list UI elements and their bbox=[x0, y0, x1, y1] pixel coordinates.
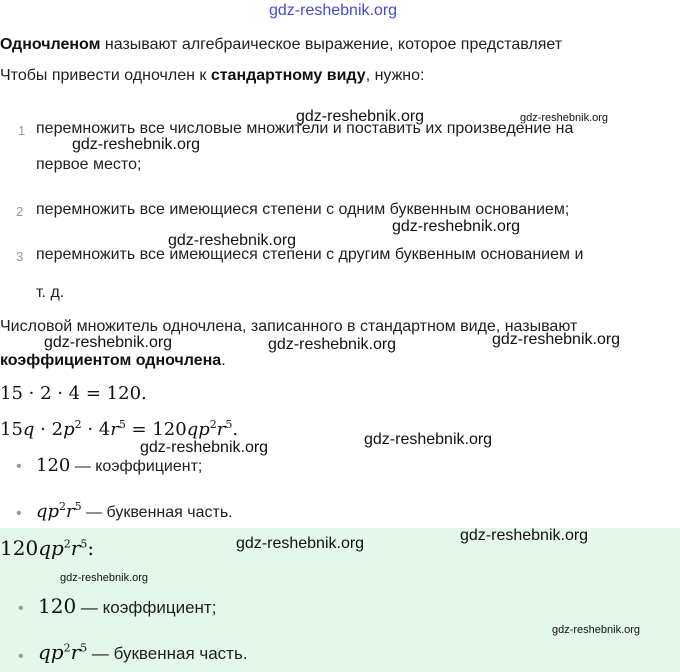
example-monomial: $15q \cdot 2p^2 \cdot 4r^5 = 120qp^2r^5$. bbox=[0, 418, 239, 440]
hl-exp-1: 2 bbox=[63, 537, 71, 551]
watermark: gdz-reshebnik.org bbox=[520, 112, 609, 124]
definition-line bbox=[0, 36, 562, 54]
standard-form-intro bbox=[0, 67, 424, 85]
part-letter-label: — буквенная часть. bbox=[81, 504, 233, 521]
watermark: gdz-reshebnik.org bbox=[140, 439, 269, 456]
ex2-coef-3: 4 bbox=[98, 419, 111, 440]
intro-after: , нужно: bbox=[365, 67, 425, 84]
part-letter-exp-2: 5 bbox=[74, 500, 82, 513]
ex2-var-3: r bbox=[110, 419, 119, 440]
ex2-result-exp-2: 5 bbox=[225, 418, 233, 431]
watermark: gdz-reshebnik.org bbox=[392, 218, 521, 235]
coefficient-def-period: . bbox=[221, 352, 226, 369]
hl-part-letter-var-1: qp bbox=[38, 640, 64, 664]
hl-part-letter bbox=[38, 640, 248, 664]
hl-part-coefficient bbox=[38, 594, 216, 618]
hl-coef: 120 bbox=[0, 536, 39, 560]
ex2-exp-3: 5 bbox=[118, 418, 126, 431]
hl-colon: : bbox=[87, 536, 95, 560]
watermark: gdz-reshebnik.org bbox=[552, 624, 641, 636]
step-3-number: 3 bbox=[16, 249, 24, 264]
ex2-result-exp-1: 2 bbox=[209, 418, 217, 431]
hl-part-letter-exp-2: 5 bbox=[80, 641, 88, 655]
coefficient-term: коэффициентом одночлена bbox=[0, 352, 222, 369]
watermark: gdz-reshebnik.org bbox=[236, 535, 365, 552]
bullet-icon: • bbox=[18, 600, 24, 617]
ex2-result-coef: 120 bbox=[152, 419, 187, 440]
ex2-result-var-1: qp bbox=[186, 419, 210, 440]
hl-part-letter-var-2: r bbox=[70, 640, 81, 664]
ex2-coef-1: 15 bbox=[0, 419, 23, 440]
step-3-line-2: т. д. bbox=[36, 284, 65, 301]
intro-bold: стандартному виду bbox=[210, 67, 366, 84]
step-1-number: 1 bbox=[18, 123, 26, 138]
watermark: gdz-reshebnik.org bbox=[268, 336, 397, 353]
part-letter-exp-1: 2 bbox=[59, 500, 67, 513]
bullet-icon: • bbox=[16, 505, 22, 522]
step-2-line-1: перемножить все имеющиеся степени с одним буквенным основанием; bbox=[36, 201, 570, 218]
part-letter bbox=[36, 500, 233, 522]
step-1-line-1: перемножить все числовые множители и поставить их произведение на bbox=[36, 120, 574, 137]
intro-before: Чтобы привести одночлен к bbox=[0, 67, 211, 84]
ex2-coef-2: 2 bbox=[51, 419, 64, 440]
hl-var-2: r bbox=[70, 536, 81, 560]
coefficient-def-line-1: Числовой множитель одночлена, записанного в стандартном виде, называют bbox=[0, 318, 578, 335]
hl-part-coef-value: 120 bbox=[38, 594, 77, 618]
ex2-var-2: p bbox=[63, 419, 75, 440]
step-2-number: 2 bbox=[16, 204, 24, 219]
watermark: gdz-reshebnik.org bbox=[72, 136, 201, 153]
step-1-line-2: первое место; bbox=[36, 156, 142, 173]
watermark: gdz-reshebnik.org bbox=[168, 232, 297, 249]
step-3-line-1: перемножить все имеющиеся степени с другим буквенным основанием и bbox=[36, 246, 584, 263]
definition-text: называют алгебраическое выражение, которое представляет bbox=[100, 36, 563, 53]
coefficient-def-line-2 bbox=[0, 352, 226, 370]
part-coef-label: — коэффициент; bbox=[70, 458, 203, 475]
highlight-monomial bbox=[0, 536, 94, 560]
bullet-icon: • bbox=[18, 648, 24, 665]
hl-part-coef-label: — коэффициент; bbox=[76, 598, 217, 617]
ex2-exp-2: 2 bbox=[74, 418, 82, 431]
watermark-top: gdz-reshebnik.org bbox=[269, 2, 398, 19]
part-coef-value: 120 bbox=[36, 455, 71, 476]
watermark: gdz-reshebnik.org bbox=[364, 431, 493, 448]
part-letter-var-1: qp bbox=[36, 501, 60, 522]
watermark: gdz-reshebnik.org bbox=[44, 334, 173, 351]
ex2-var-1: q bbox=[22, 419, 35, 440]
hl-var-1: qp bbox=[38, 536, 64, 560]
watermark: gdz-reshebnik.org bbox=[296, 108, 425, 125]
watermark: gdz-reshebnik.org bbox=[60, 572, 149, 584]
part-coefficient bbox=[36, 455, 202, 476]
watermark: gdz-reshebnik.org bbox=[492, 331, 621, 348]
ex2-result-var-2: r bbox=[216, 419, 226, 440]
hl-part-letter-exp-1: 2 bbox=[63, 641, 71, 655]
part-letter-var-2: r bbox=[66, 501, 75, 522]
watermark: gdz-reshebnik.org bbox=[460, 527, 589, 544]
hl-exp-2: 5 bbox=[80, 537, 88, 551]
hl-part-letter-label: — буквенная часть. bbox=[87, 644, 248, 663]
example-product: 15 · 2 · 4 = 120. bbox=[0, 383, 147, 404]
definition-term: Одночленом bbox=[0, 36, 101, 53]
bullet-icon: • bbox=[16, 458, 22, 475]
